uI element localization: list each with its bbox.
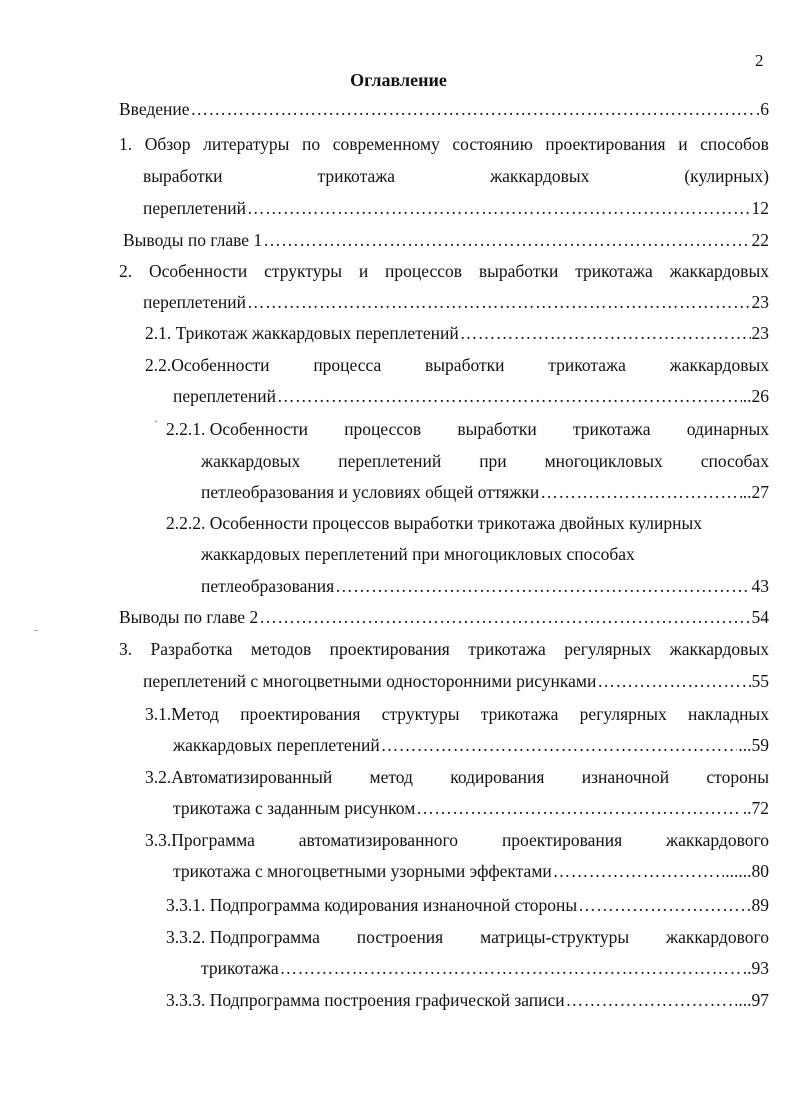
scan-mark: ˊ [154,418,158,432]
toc-leader [247,196,750,220]
word: метод [369,767,413,787]
toc-entry-s3-1-line2[interactable] [173,733,769,757]
toc-text: переплетений [143,292,247,312]
toc-text: жаккардовых переплетений при многоцикловых способах [201,544,635,564]
word: литературы [203,134,290,154]
page-title: Оглавление [350,70,447,90]
word: Разработка [150,639,233,659]
toc-page: 23 [751,323,769,343]
word: кодирования [450,767,545,787]
toc-text: трикотажа [201,958,279,978]
word: 2.2.Особенности [145,355,270,375]
toc-entry-ch1-line1[interactable] [119,132,769,156]
toc-entry-ch2-summary[interactable] [119,605,769,629]
word: многоцикловых [544,451,663,471]
word: 3.3.Программа [145,830,255,850]
word: проектирования [329,639,450,659]
toc-entry-s2-2-2-line3[interactable] [201,574,769,598]
toc-leader [247,290,750,314]
toc-leader [277,384,742,408]
toc-text: 2.2.2. Особенности процессов выработки трикотажа двойных кулирных [166,513,702,533]
toc-entry-s2-2-line1[interactable] [145,353,769,377]
word: проектирования [545,134,666,154]
word: состоянию [452,134,533,154]
toc-page: ..26 [742,386,769,406]
toc-text: петлеобразования [201,576,335,596]
word: трикотажа [317,166,396,186]
toc-leader [597,669,750,693]
word: процесса [313,355,382,375]
word: выработки [425,355,505,375]
toc-entry-s3-3-line1[interactable] [145,828,769,852]
word: 3.2.Автоматизированный [145,767,333,787]
toc-entry-s3-1-line1[interactable] [145,702,769,726]
toc-entry-s3-3-3[interactable] [166,988,769,1012]
word: построения [356,927,444,947]
word: жаккардовых [490,166,590,186]
word: структуры [381,704,460,724]
toc-entry-s3-2-line1[interactable] [145,765,769,789]
toc-leader [263,228,750,252]
toc-entry-s3-3-line2[interactable] [173,859,769,883]
toc-text: трикотажа с многоцветными узорными эффектами [173,861,552,881]
word: 3. [119,639,133,659]
word: переплетений [338,451,442,471]
word: жаккардовых [669,355,769,375]
toc-page: 43 [751,576,769,596]
word: матрицы-структуры [480,927,630,947]
toc-page: 55 [751,671,769,691]
toc-text: Введение [119,99,190,119]
word: методов [250,639,312,659]
toc-entry-ch1-line3[interactable] [143,196,769,220]
word: трикотажа [468,639,546,659]
toc-entry-ch2-line2[interactable] [143,290,769,314]
toc-leader [540,480,741,504]
word: способах [700,451,769,471]
toc-text: переплетений с многоцветными односторонними рисунками [143,671,597,691]
word: процессов [385,261,463,281]
toc-leader [416,796,741,820]
word: 1. [119,134,133,154]
word: накладных [688,704,769,724]
word: процессов [344,419,422,439]
toc-text: петлеобразования и условиях общей оттяжки [201,482,540,502]
word: выработки [457,419,537,439]
word: трикотажа [548,355,626,375]
toc-entry-intro[interactable] [119,97,769,121]
toc-leader [381,733,738,757]
word: регулярных [564,639,652,659]
word: автоматизированного [298,830,459,850]
toc-page: ...59 [738,735,769,755]
word: жаккардовых [669,639,769,659]
word: трикотажа [575,261,653,281]
toc-leader [259,605,750,629]
word: одинарных [686,419,769,439]
word: изнаночной [581,767,670,787]
word: проектирования [240,704,361,724]
toc-page: 54 [751,607,769,627]
toc-leader [553,859,724,883]
scan-mark: ˍ [34,618,38,632]
toc-page: .6 [755,99,769,119]
word: Обзор [144,134,191,154]
toc-leader [566,988,738,1012]
toc-entry-s2-2-1-line1[interactable] [166,417,769,441]
word: регулярных [579,704,667,724]
toc-leader [578,893,750,917]
word: выработки [478,261,559,281]
word: жаккардового [666,830,769,850]
word: трикотажа [572,419,651,439]
toc-entry-s2-2-1-line2[interactable] [201,449,769,473]
word: жаккардового [666,927,769,947]
toc-page: 89 [751,895,769,915]
word: Особенности [148,261,248,281]
word: 3.3.2. Подпрограмма [166,927,320,947]
toc-page: 22 [751,230,769,250]
toc-entry-s3-2-line2[interactable] [173,796,769,820]
toc-text: переплетений [173,386,277,406]
toc-text: жаккардовых переплетений [173,735,380,755]
toc-page: 12 [751,198,769,218]
word: структуры [264,261,342,281]
toc-entry-s3-3-2-line1[interactable] [166,925,769,949]
word: 3.1.Метод [145,704,219,724]
toc-entry-ch2-line1[interactable] [119,259,769,283]
toc-text: Выводы по главе 2 [119,607,259,627]
toc-entry-ch3-line2[interactable] [143,669,769,693]
page-number: 2 [755,51,764,70]
word: современному [332,134,440,154]
word: 2. [119,261,133,281]
toc-text: переплетений [143,198,247,218]
word: (кулирных) [684,166,769,186]
word: и [678,134,688,154]
word: 2.2.1. Особенности [166,419,309,439]
toc-page: 23 [751,292,769,312]
toc-text: 3.3.1. Подпрограмма кодирования изнаночной стороны [166,895,578,915]
toc-page: ..72 [742,798,769,818]
toc-leader [191,97,755,121]
toc-page: ......80 [725,861,769,881]
toc-page: ..27 [742,482,769,502]
toc-entry-ch3-line1[interactable] [119,637,769,661]
toc-text: трикотажа с заданным рисунком [173,798,416,818]
toc-leader [335,574,750,598]
toc-page: ..93 [742,958,769,978]
toc-page: ...97 [738,990,769,1010]
word: и [358,261,369,281]
toc-text: 2.1. Трикотаж жаккардовых переплетений [145,323,459,343]
word: трикотажа [480,704,559,724]
word: проектирования [501,830,623,850]
toc-entry-ch1-line2[interactable] [143,164,769,188]
toc-entry-ch1-summary[interactable] [123,228,769,252]
word: при [479,451,507,471]
toc-leader [460,321,751,345]
toc-entry-s2-2-1-line3[interactable] [201,480,769,504]
toc-text: Выводы по главе 1 [123,230,263,250]
toc-entry-s3-3-2-line2[interactable] [201,956,769,980]
toc-entry-s2-2-2-line1[interactable] [166,511,769,535]
word: выработки [143,166,223,186]
toc-entry-s2-2-2-line2[interactable] [201,542,769,566]
toc-leader [280,956,742,980]
toc-entry-s2-2-line2[interactable] [173,384,769,408]
toc-text: 3.3.3. Подпрограмма построения графической записи [166,990,565,1010]
toc-entry-s3-3-1[interactable] [166,893,769,917]
word: способов [700,134,769,154]
word: жаккардовых [669,261,769,281]
word: стороны [706,767,769,787]
word: жаккардовых [201,451,301,471]
toc-entry-s2-1[interactable] [145,321,769,345]
word: по [301,134,321,154]
